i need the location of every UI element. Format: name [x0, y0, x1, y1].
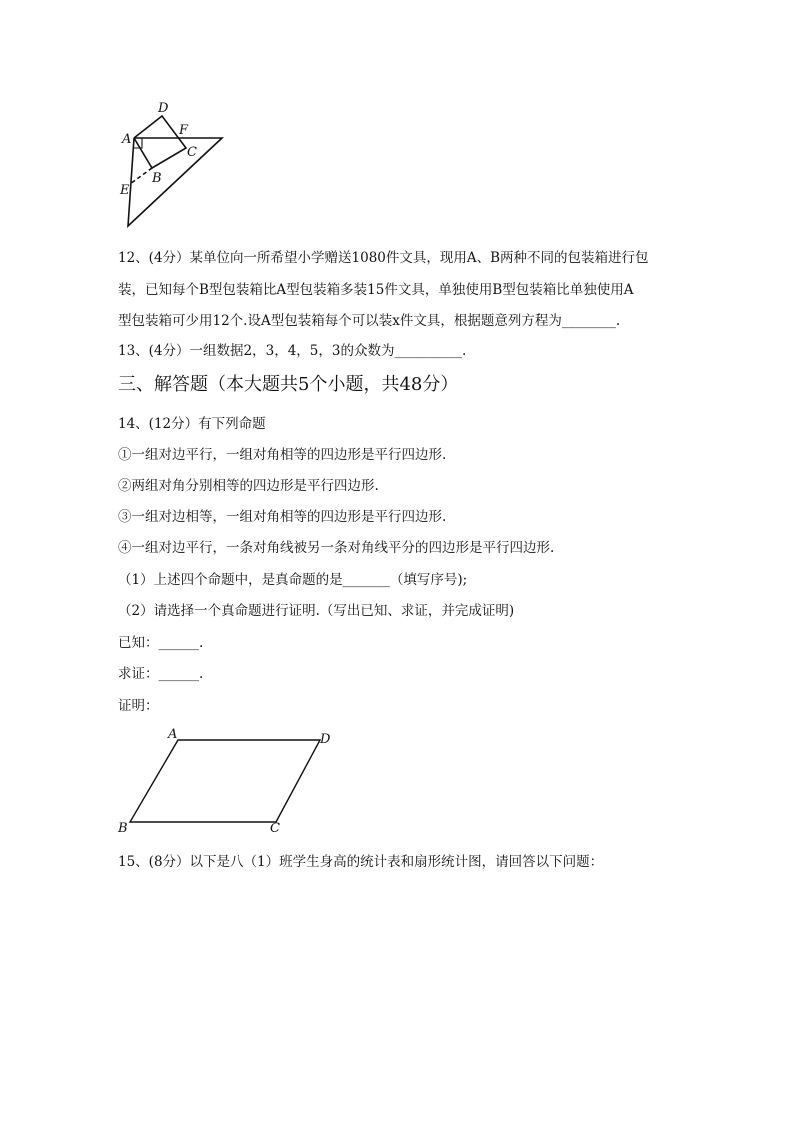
q14-proposition-2: ②两组对角分别相等的四边形是平行四边形. — [118, 478, 379, 494]
label-b: B — [152, 171, 162, 186]
q14-proof-label: 证明： — [118, 698, 159, 714]
q15-line-1: 15、(8分）以下是八（1）班学生身高的统计表和扇形统计图，请回答以下问题： — [118, 854, 604, 870]
q12-line-2: 装，已知每个B型包装箱比A型包装箱多装15件文具，单独使用B型包装箱比单独使用A — [118, 282, 634, 298]
q14-sub-question-2: （2）请选择一个真命题进行证明.（写出已知、求证，并完成证明) — [118, 603, 515, 619]
label-c: C — [270, 821, 280, 836]
q14-sub-question-1: （1）上述四个命题中，是真命题的是_______（填写序号); — [118, 572, 468, 588]
q14-proposition-1: ①一组对边平行，一组对角相等的四边形是平行四边形. — [118, 447, 447, 463]
label-a: A — [122, 132, 132, 147]
q14-known: 已知：______. — [118, 635, 204, 651]
q13-line-1: 13、(4分）一组数据2，3，4，5，3的众数为__________. — [118, 343, 467, 359]
q14-to-prove: 求证：______. — [118, 666, 204, 682]
label-f: F — [179, 123, 189, 138]
q12-line-1: 12、(4分）某单位向一所希望小学赠送1080件文具，现用A、B两种不同的包装箱进行包 — [118, 250, 649, 266]
label-d: D — [158, 101, 169, 116]
triangle-figure — [112, 96, 232, 232]
q14-intro: 14、(12分）有下列命题 — [118, 416, 266, 432]
q14-proposition-3: ③一组对边相等，一组对角相等的四边形是平行四边形. — [118, 509, 447, 525]
parallelogram-figure — [112, 722, 342, 836]
label-b: B — [118, 821, 128, 836]
section-heading: 三、解答题（本大题共5个小题，共48分） — [118, 374, 459, 395]
label-d: D — [320, 732, 331, 747]
q14-proposition-4: ④一组对边平行，一条对角线被另一条对角线平分的四边形是平行四边形. — [118, 540, 555, 556]
label-c: C — [187, 145, 197, 160]
parallelogram-abcd — [130, 740, 320, 822]
label-a: A — [168, 727, 178, 742]
q12-line-3: 型包装箱可少用12个.设A型包装箱每个可以装x件文具，根据题意列方程为________. — [118, 313, 621, 329]
label-e: E — [120, 183, 130, 198]
